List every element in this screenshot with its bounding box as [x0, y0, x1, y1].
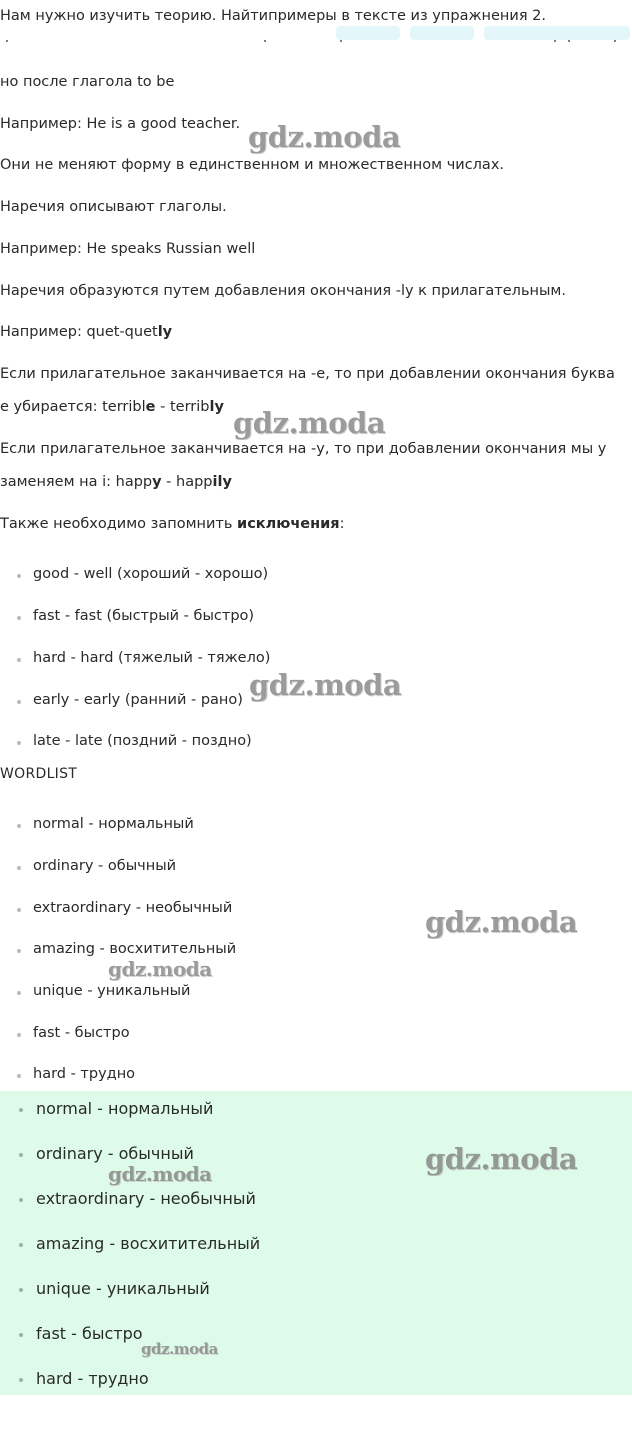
- rule-text: - terrib: [155, 399, 210, 415]
- wordlist-title: WORDLIST: [0, 766, 78, 782]
- theory-line: Наречия описывают глаголы.: [0, 199, 227, 215]
- watermark: gdz.moda: [108, 1162, 212, 1186]
- list-item: ordinary - обычный: [33, 858, 177, 874]
- rule-y-line-1: Если прилагательное заканчивается на -у, то при добавлении окончания мы у: [0, 441, 607, 457]
- answer-item: normal - нормальный: [36, 1099, 214, 1118]
- list-item: good - well (хороший - хорошо): [33, 566, 269, 582]
- answer-item: fast - быстро: [36, 1324, 143, 1343]
- list-item: fast - fast (быстрый - быстро): [33, 608, 255, 624]
- truncated-text-line: [0, 34, 632, 48]
- theory-line: но после глагола to be: [0, 74, 175, 90]
- rule-e-line-2: [0, 399, 224, 415]
- list-item: amazing - восхитительный: [33, 941, 237, 957]
- list-item: unique - уникальный: [33, 983, 191, 999]
- rule-text: - happ: [161, 474, 213, 490]
- answer-item: extraordinary - необычный: [36, 1189, 256, 1208]
- rule-text: заменяем на i: happ: [0, 474, 153, 490]
- answer-item: amazing - восхитительный: [36, 1234, 261, 1253]
- rule-e-line-1: Если прилагательное заканчивается на -е, то при добавлении окончания буква: [0, 366, 615, 382]
- watermark: gdz.moda: [141, 1340, 218, 1358]
- rule-bold: e: [145, 399, 156, 415]
- rule-y-line-2: [0, 474, 232, 490]
- rule-bold: ly: [209, 399, 224, 415]
- list-item: normal - нормальный: [33, 816, 194, 832]
- list-item: hard - трудно: [33, 1066, 136, 1082]
- watermark: gdz.moda: [108, 957, 212, 981]
- watermark: gdz.moda: [425, 1142, 578, 1176]
- example-suffix: ly: [157, 324, 173, 340]
- answer-item: unique - уникальный: [36, 1279, 210, 1298]
- task-heading: Нам нужно изучить теорию. Найтипримеры в тексте из упражнения 2.: [0, 8, 546, 24]
- rule-text: е убирается: terribl: [0, 399, 146, 415]
- answer-item: ordinary - обычный: [36, 1144, 194, 1163]
- example-quietly: [0, 324, 172, 340]
- theory-line: Наречия образуются путем добавления окончания -ly к прилагательным.: [0, 283, 566, 299]
- watermark: gdz.moda: [249, 668, 402, 702]
- intro-bold: исключения: [237, 516, 340, 532]
- list-item: extraordinary - необычный: [33, 900, 233, 916]
- rule-bold: y: [152, 474, 162, 490]
- watermark: gdz.moda: [233, 406, 386, 440]
- list-item: early - early (ранний - рано): [33, 692, 243, 708]
- watermark: gdz.moda: [425, 905, 578, 939]
- example-text: Например: quet-quet: [0, 324, 158, 340]
- answer-item: hard - трудно: [36, 1369, 149, 1388]
- theory-line: Они не меняют форму в единственном и множественном числах.: [0, 157, 505, 173]
- list-item: hard - hard (тяжелый - тяжело): [33, 650, 271, 666]
- watermark: gdz.moda: [248, 120, 401, 154]
- theory-line: Например: He is a good teacher.: [0, 116, 241, 132]
- rule-bold: ily: [212, 474, 232, 490]
- theory-line: Например: He speaks Russian well: [0, 241, 256, 257]
- exceptions-intro: [0, 516, 345, 532]
- intro-text: Также необходимо запомнить: [0, 516, 238, 532]
- list-item: fast - быстро: [33, 1025, 130, 1041]
- list-item: late - late (поздний - поздно): [33, 733, 252, 749]
- intro-text: :: [339, 516, 345, 532]
